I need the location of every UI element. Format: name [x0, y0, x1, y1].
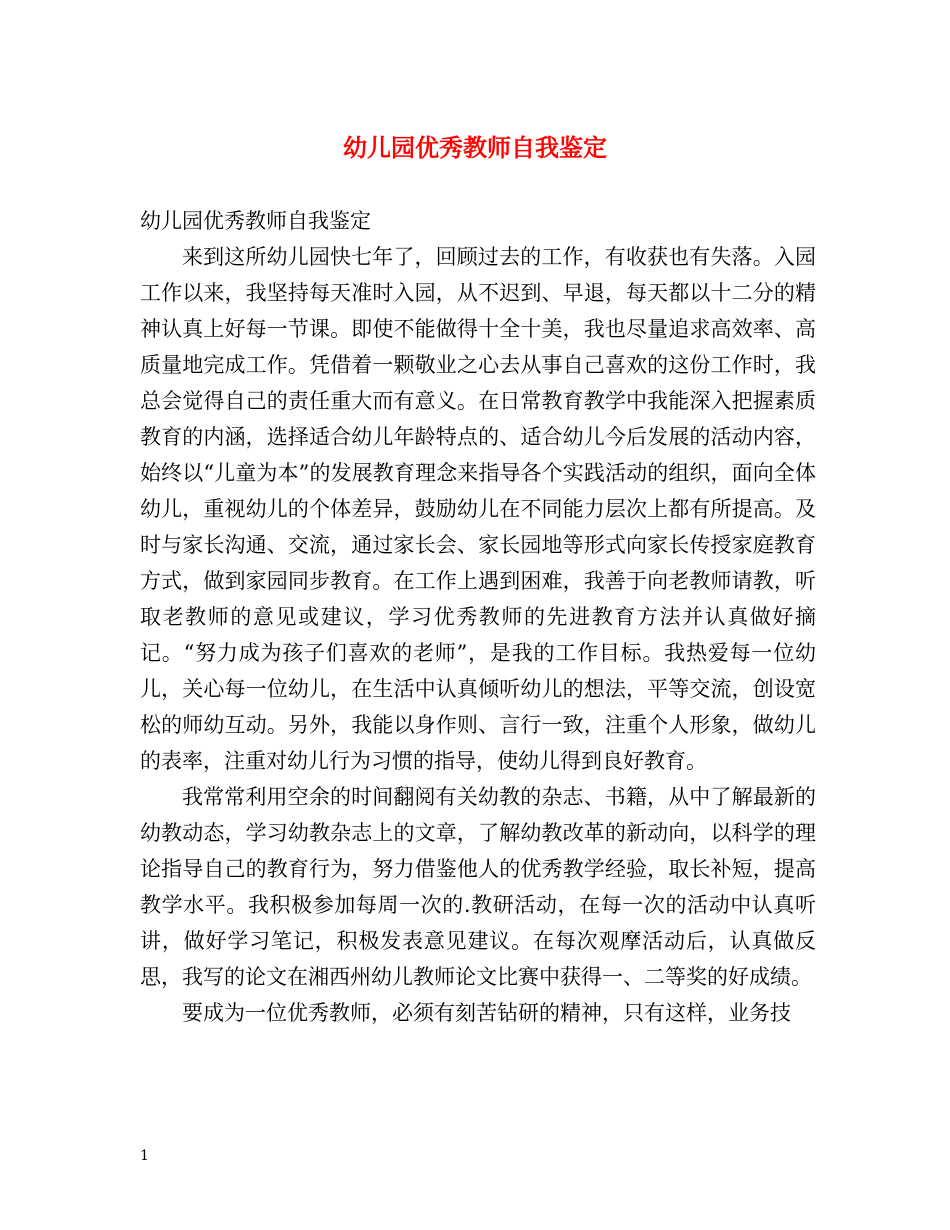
paragraph-2: 我常常利用空余的时间翻阅有关幼教的杂志、书籍，从中了解最新的幼教动态，学习幼教杂志上的文章，了解幼教改革的新动向，以科学的理论指导自己的教育行为，努力借鉴他人的优秀教学经验，取长补短，提高教学水平。我积极参加每周一次的.教研活动，在每一次的活动中认真听讲，做好学习笔记，积极发表意见建议。在每次观摩活动后，认真做反思，我写的论文在湘西州幼儿教师论文比赛中获得一、二等奖的好成绩。 [140, 785, 816, 989]
paragraph-1: 来到这所幼儿园快七年了，回顾过去的工作，有收获也有失落。入园工作以来，我坚持每天准时入园，从不迟到、早退，每天都以十二分的精神认真上好每一节课。即使不能做得十全十美，我也尽量追求高效率、高质量地完成工作。凭借着一颗敬业之心去从事自己喜欢的这份工作时，我总会觉得自己的责任重大而有意义。在日常教育教学中我能深入把握素质教育的内涵，选择适合幼儿年龄特点的、适合幼儿今后发展的活动内容，始终以“儿童为本”的发展教育理念来指导各个实践活动的组织，面向全体幼儿，重视幼儿的个体差异，鼓励幼儿在不同能力层次上都有所提高。及时与家长沟通、交流，通过家长会、家长园地等形式向家长传授家庭教育方式，做到家园同步教育。在工作上遇到困难，我善于向老教师请教，听取老教师的意见或建议，学习优秀教师的先进教育方法并认真做好摘记。“努力成为孩子们喜欢的老师”，是我的工作目标。我热爱每一位幼儿，关心每一位幼儿，在生活中认真倾听幼儿的想法，平等交流，创设宽松的师幼互动。另外，我能以身作则、言行一致，注重个人形象，做幼儿的表率，注重对幼儿行为习惯的指导，使幼儿得到良好教育。 [140, 245, 816, 773]
paragraph-3: 要成为一位优秀教师，必须有刻苦钻研的精神，只有这样，业务技 [182, 1001, 791, 1025]
document-subtitle: 幼儿园优秀教师自我鉴定 [140, 209, 371, 233]
document-title: 幼儿园优秀教师自我鉴定 [343, 133, 607, 162]
page-number: 1 [140, 1148, 149, 1164]
document-body [140, 203, 816, 1031]
